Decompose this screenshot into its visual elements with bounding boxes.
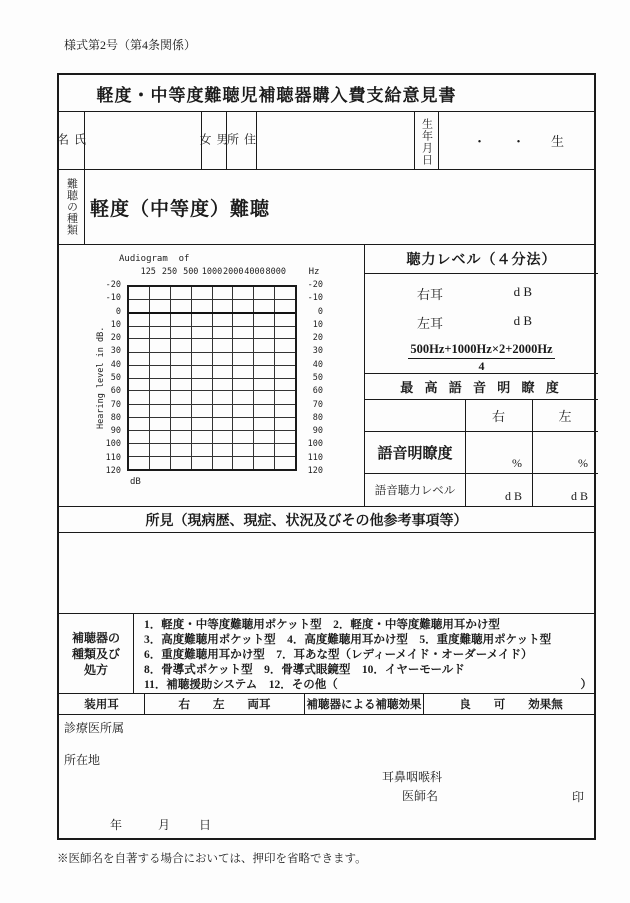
hearing-level-header: 聴力レベル（４分法） — [365, 245, 598, 274]
hearing-level-body — [365, 274, 598, 374]
speech-table — [365, 400, 598, 506]
applicant-row — [55, 112, 594, 170]
hearing-type-row — [59, 170, 594, 245]
form-number: 様式第2号（第4条関係） — [64, 38, 197, 52]
hearing-aid-option-line: 6．重度難聴用耳かけ型 7．耳あな型（レディーメイド・オーダーメイド） — [144, 649, 533, 661]
db-unit-label: dB — [130, 477, 141, 487]
audiogram-grid-hline — [129, 378, 295, 379]
intelligibility-right-unit: % — [512, 456, 522, 470]
hearing-aid-label-line1: 補聴器の — [71, 630, 120, 645]
hearing-aid-option-line — [144, 678, 592, 693]
intelligibility-left-unit: % — [578, 456, 588, 470]
wearing-ear-label-cell — [59, 694, 145, 714]
speech-column-header-row — [365, 400, 598, 432]
audiogram-grid-hline — [129, 443, 295, 444]
audiogram-frequency-labels — [127, 267, 297, 278]
name-label: 氏名 — [55, 132, 87, 158]
findings-header: 所見（現病歴、現症、状況及びその他参考事項等） — [145, 513, 468, 529]
audiogram-cell — [59, 245, 365, 506]
frequency-tick-label: 1000 — [201, 267, 223, 277]
frequency-tick-label: 500 — [183, 267, 199, 277]
db-tick-label: 60 — [312, 386, 323, 397]
dob-label-cell — [415, 112, 439, 169]
audiogram-grid-hline — [129, 299, 295, 300]
audiogram-y-axis-label: Hearing level in dB. — [96, 326, 106, 430]
hearing-type-value: 軽度（中等度）難聴 — [90, 198, 271, 220]
hearing-aid-option-line: 1．軽度・中等度難聴用ポケット型 2．軽度・中等度難聴用耳かけ型 — [144, 619, 500, 631]
form-title: 軽度・中等度難聴児補聴器購入費支給意見書 — [96, 85, 457, 105]
formula-numerator: 500Hz+1000Hz×2+2000Hz — [408, 342, 554, 359]
date-day-label: 日 — [199, 818, 212, 832]
wearing-ear-row — [59, 694, 594, 715]
department-label: 耳鼻咽喉科 — [382, 770, 443, 784]
db-tick-label: 30 — [110, 346, 121, 357]
db-tick-label: -10 — [105, 293, 121, 304]
formula-denominator: 4 — [478, 359, 485, 373]
db-tick-label: 70 — [110, 399, 121, 410]
db-tick-label: 90 — [312, 426, 323, 437]
db-tick-label: 0 — [115, 306, 121, 317]
speech-intelligibility-header: 最 高 語 音 明 瞭 度 — [365, 374, 598, 400]
audiogram-grid — [127, 285, 297, 471]
sex-label: 男女 — [198, 132, 229, 158]
db-tick-label: 110 — [307, 452, 323, 463]
speech-level-left-unit: d B — [570, 489, 588, 503]
db-tick-label: 10 — [110, 319, 121, 330]
db-tick-label: 50 — [312, 373, 323, 383]
date-month-label: 月 — [158, 818, 171, 832]
audiogram-right-ticks — [301, 280, 325, 476]
db-tick-label: 40 — [110, 359, 121, 370]
aid-effect-options-cell — [424, 694, 598, 714]
findings-body-row — [59, 533, 594, 614]
db-tick-label: -20 — [105, 280, 121, 290]
doctor-row — [59, 715, 594, 842]
db-tick-label: 110 — [105, 452, 121, 463]
db-tick-label: 70 — [312, 399, 323, 410]
audiogram-grid-hline — [129, 417, 295, 418]
audiogram-grid-hline — [129, 404, 295, 405]
hearing-aid-option-line: 3．高度難聴用ポケット型 4．高度難聴用耳かけ型 5．重度難聴用ポケット型 — [144, 634, 552, 646]
hearing-type-label: 難聴の種類 — [65, 178, 78, 236]
intelligibility-label: 語音明瞭度 — [377, 446, 453, 462]
db-tick-label: 80 — [312, 412, 323, 423]
clinic-address-label: 所在地 — [64, 753, 101, 767]
speech-level-row — [365, 474, 598, 506]
frequency-tick-label: 4000 — [244, 267, 265, 277]
audiogram-grid-hline — [129, 326, 295, 327]
left-ear-label: 左耳 — [417, 316, 444, 331]
hearing-type-label-cell — [59, 170, 85, 244]
hearing-aid-option-line5-text: 11．補聴援助システム 12．その他（ — [144, 679, 338, 691]
hearing-type-value-cell — [85, 170, 598, 244]
left-ear-db-unit: d B — [513, 313, 532, 328]
audiogram-grid-hline — [129, 430, 295, 431]
audiogram-grid-hline — [129, 390, 295, 391]
name-label-cell — [55, 112, 87, 169]
right-ear-line — [417, 284, 532, 303]
hearing-aid-option-close-paren: ） — [580, 679, 592, 691]
hz-unit-label: Hz — [308, 267, 320, 277]
hearing-aid-row — [59, 614, 594, 694]
wearing-ear-label: 装用耳 — [84, 699, 119, 711]
audiogram-grid-hline — [129, 338, 295, 339]
frequency-tick-label: 125 — [140, 267, 156, 277]
audiogram-grid-hline — [129, 365, 295, 366]
db-tick-label: 0 — [317, 306, 323, 317]
db-tick-label: 90 — [110, 426, 121, 437]
wearing-ear-options: 右 左 両耳 — [178, 699, 271, 711]
title-row — [59, 75, 594, 112]
db-tick-label: 100 — [307, 439, 323, 450]
hearing-aid-label-cell — [59, 614, 134, 693]
aid-effect-label-cell — [305, 694, 424, 714]
dob-label: 生年月日 — [420, 118, 433, 166]
db-tick-label: 10 — [312, 319, 323, 330]
right-ear-db-unit: d B — [513, 284, 532, 299]
db-tick-label: -10 — [307, 293, 323, 304]
date-year-label: 年 — [110, 818, 123, 832]
hearing-level-panel — [365, 245, 598, 506]
column-right-label: 右 — [491, 409, 505, 424]
frequency-tick-label: 8000 — [265, 267, 286, 277]
db-tick-label: 40 — [312, 359, 323, 370]
hearing-aid-options-list — [134, 614, 598, 693]
hearing-aid-options-cell — [134, 614, 598, 693]
speech-level-label: 語音聴力レベル — [374, 485, 456, 497]
dob-value-cell — [439, 112, 598, 169]
audiogram-title: Audiogram of — [119, 254, 190, 264]
doctor-affiliation-label: 診療医所属 — [64, 721, 125, 735]
doctor-name-label: 医師名 — [402, 789, 439, 803]
db-tick-label: 30 — [312, 346, 323, 357]
hearing-aid-label — [59, 614, 133, 693]
seal-label: 印 — [572, 790, 585, 804]
db-tick-label: 120 — [307, 466, 323, 476]
address-label-cell — [227, 112, 257, 169]
hearing-aid-option-line: 8．骨導式ポケット型 9．骨導式眼鏡型 10．イヤーモールド — [144, 664, 465, 676]
address-value-cell — [257, 112, 415, 169]
audiogram-row — [59, 245, 594, 507]
left-ear-line — [417, 313, 532, 332]
frequency-tick-label: 2000 — [223, 267, 244, 277]
hearing-aid-label-line2: 種類及び — [71, 646, 120, 661]
opinion-form-table — [57, 73, 596, 840]
db-tick-label: 20 — [110, 333, 121, 344]
audiogram-grid-hline — [129, 352, 295, 353]
column-left-label: 左 — [558, 409, 572, 424]
name-value-cell — [85, 112, 202, 169]
dob-value: ・ ・ 生 — [472, 134, 564, 149]
findings-header-row — [59, 507, 594, 533]
db-tick-label: 50 — [110, 373, 121, 383]
db-tick-label: 100 — [105, 439, 121, 450]
audiogram-grid-hline — [129, 312, 295, 314]
four-division-formula — [365, 342, 598, 374]
seal-omission-footnote: ※医師名を自著する場合においては、押印を省略できます。 — [57, 853, 367, 865]
audiogram-grid-hline — [129, 456, 295, 457]
db-tick-label: 20 — [312, 333, 323, 344]
db-tick-label: 60 — [110, 386, 121, 397]
speech-level-right-unit: d B — [504, 489, 522, 503]
intelligibility-row — [365, 432, 598, 474]
db-tick-label: 120 — [105, 466, 121, 476]
db-tick-label: -20 — [307, 280, 323, 290]
aid-effect-label: 補聴器による補聴効果 — [306, 699, 422, 711]
wearing-ear-options-cell — [145, 694, 305, 714]
hearing-aid-label-line3: 処方 — [83, 662, 108, 677]
aid-effect-options: 良 可 効果無 — [459, 699, 563, 711]
sex-label-cell — [198, 112, 229, 169]
address-label: 住所 — [225, 132, 257, 158]
right-ear-label: 右耳 — [417, 287, 444, 302]
db-tick-label: 80 — [110, 412, 121, 423]
frequency-tick-label: 250 — [161, 267, 178, 277]
